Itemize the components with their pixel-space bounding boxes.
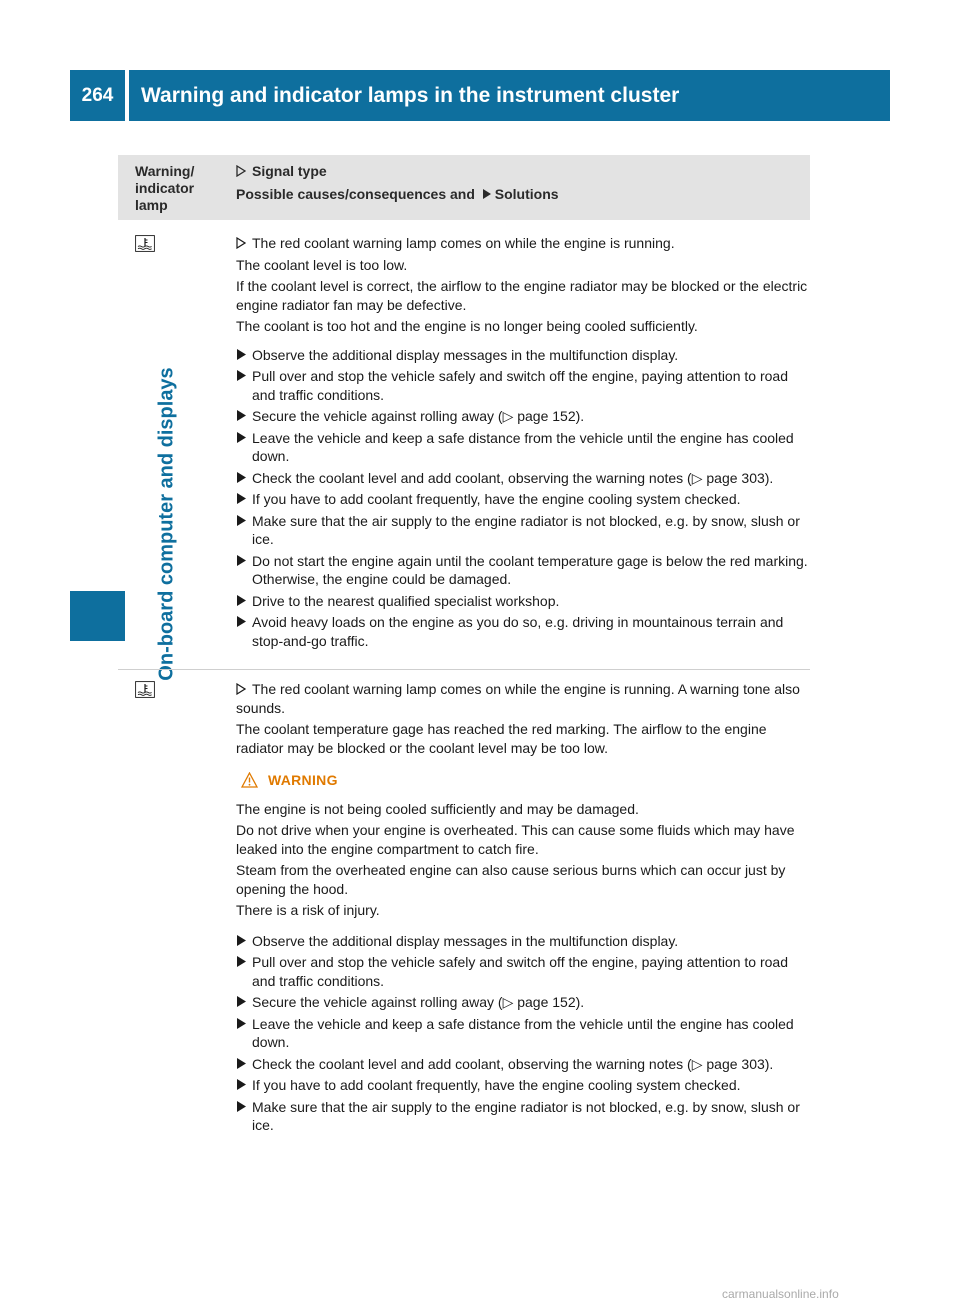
table-row xyxy=(118,670,810,1135)
step-arrow-icon xyxy=(237,370,246,381)
signal-text: The red coolant warning lamp comes on while the engine is running. A warning tone also sounds. xyxy=(236,681,800,716)
step-arrow-icon xyxy=(237,956,246,967)
solution-step: Observe the additional display messages in the multifunction display. xyxy=(236,932,810,951)
signal-triangle-icon xyxy=(236,683,246,695)
signal-triangle-icon xyxy=(236,165,246,177)
step-arrow-icon xyxy=(237,1101,246,1112)
page-number: 264 xyxy=(70,70,125,121)
section-title: Warning and indicator lamps in the instrument cluster xyxy=(129,70,890,121)
row-content xyxy=(236,234,810,650)
cause-text: The coolant temperature gage has reached the red marking. The airflow to the engine radiator may be blocked or the coolant level may be too low. xyxy=(236,721,767,756)
table-header xyxy=(118,155,810,220)
solution-step: Pull over and stop the vehicle safely and switch off the engine, paying attention to road and traffic conditions. xyxy=(236,953,810,990)
step-arrow-icon xyxy=(237,410,246,421)
step-arrow-icon xyxy=(237,1018,246,1029)
solution-step: Check the coolant level and add coolant, observing the warning notes (▷ page 303). xyxy=(236,1055,810,1074)
solution-step: Secure the vehicle against rolling away (▷ page 152). xyxy=(236,407,810,426)
side-tab-label: On-board computer and displays xyxy=(155,367,178,681)
warning-text: Steam from the overheated engine can also cause serious burns which can occur just by opening the hood. xyxy=(236,862,786,897)
solutions-label: Solutions xyxy=(494,186,559,202)
step-arrow-icon xyxy=(237,935,246,946)
solution-step: If you have to add coolant frequently, have the engine cooling system checked. xyxy=(236,1076,810,1095)
solution-step: Make sure that the air supply to the engine radiator is not blocked, e.g. by snow, slush or ice. xyxy=(236,1098,810,1135)
coolant-temperature-icon xyxy=(135,681,155,703)
step-arrow-icon xyxy=(237,472,246,483)
step-arrow-icon xyxy=(237,996,246,1007)
step-arrow-icon xyxy=(237,1079,246,1090)
causes-label: Possible causes/consequences and xyxy=(236,186,475,202)
signal-type-label: Signal type xyxy=(252,163,327,179)
step-arrow-icon xyxy=(237,555,246,566)
solution-step: If you have to add coolant frequently, have the engine cooling system checked. xyxy=(236,490,810,509)
solution-step: Avoid heavy loads on the engine as you do so, e.g. driving in mountainous terrain and stop-and-go traffic. xyxy=(236,613,810,650)
solution-step: Make sure that the air supply to the engine radiator is not blocked, e.g. by snow, slush or ice. xyxy=(236,512,810,549)
signal-column-header xyxy=(236,163,559,203)
step-arrow-icon xyxy=(237,1058,246,1069)
table-row xyxy=(118,220,810,670)
solution-step: Do not start the engine again until the coolant temperature gage is below the red marking. Otherwise, the engine could be damaged. xyxy=(236,552,810,589)
watermark: carmanualsonline.info xyxy=(722,1287,839,1301)
warning-triangle-icon xyxy=(241,772,258,788)
coolant-temperature-icon xyxy=(135,235,155,257)
solution-step: Drive to the nearest qualified specialist workshop. xyxy=(236,592,810,611)
solution-step: Pull over and stop the vehicle safely and switch off the engine, paying attention to road and traffic conditions. xyxy=(236,367,810,404)
warning-text: Do not drive when your engine is overheated. This can cause some fluids which may have leaked into the engine compartment to catch fire. xyxy=(236,822,795,857)
step-arrow-icon xyxy=(237,349,246,360)
solution-step: Leave the vehicle and keep a safe distance from the vehicle until the engine has cooled down. xyxy=(236,429,810,466)
lamp-column-header: Warning/ indicator lamp xyxy=(135,163,195,213)
warning-text: The engine is not being cooled sufficiently and may be damaged. xyxy=(236,800,639,817)
signal-triangle-icon xyxy=(236,237,246,249)
row-content xyxy=(236,680,810,1135)
signal-text: The red coolant warning lamp comes on while the engine is running. xyxy=(236,234,810,253)
solution-arrow-icon xyxy=(482,188,492,200)
solution-step: Check the coolant level and add coolant, observing the warning notes (▷ page 303). xyxy=(236,469,810,488)
step-arrow-icon xyxy=(237,616,246,627)
step-arrow-icon xyxy=(237,432,246,443)
cause-text: The coolant is too hot and the engine is no longer being cooled sufficiently. xyxy=(236,318,698,334)
solution-step: Observe the additional display messages in the multifunction display. xyxy=(236,346,810,365)
side-tab-marker xyxy=(70,591,125,641)
warning-lamp-table xyxy=(118,155,810,1138)
warning-heading xyxy=(241,771,810,790)
step-arrow-icon xyxy=(237,515,246,526)
step-arrow-icon xyxy=(237,493,246,504)
step-arrow-icon xyxy=(237,595,246,606)
warning-title: WARNING xyxy=(268,772,338,788)
solution-step: Leave the vehicle and keep a safe distance from the vehicle until the engine has cooled down. xyxy=(236,1015,810,1052)
cause-text: If the coolant level is correct, the airflow to the engine radiator may be blocked or the electric engine radiator fan may be defective. xyxy=(236,278,808,313)
solution-step: Secure the vehicle against rolling away (▷ page 152). xyxy=(236,993,810,1012)
cause-text: The coolant level is too low. xyxy=(236,256,408,273)
warning-text: There is a risk of injury. xyxy=(236,902,380,918)
